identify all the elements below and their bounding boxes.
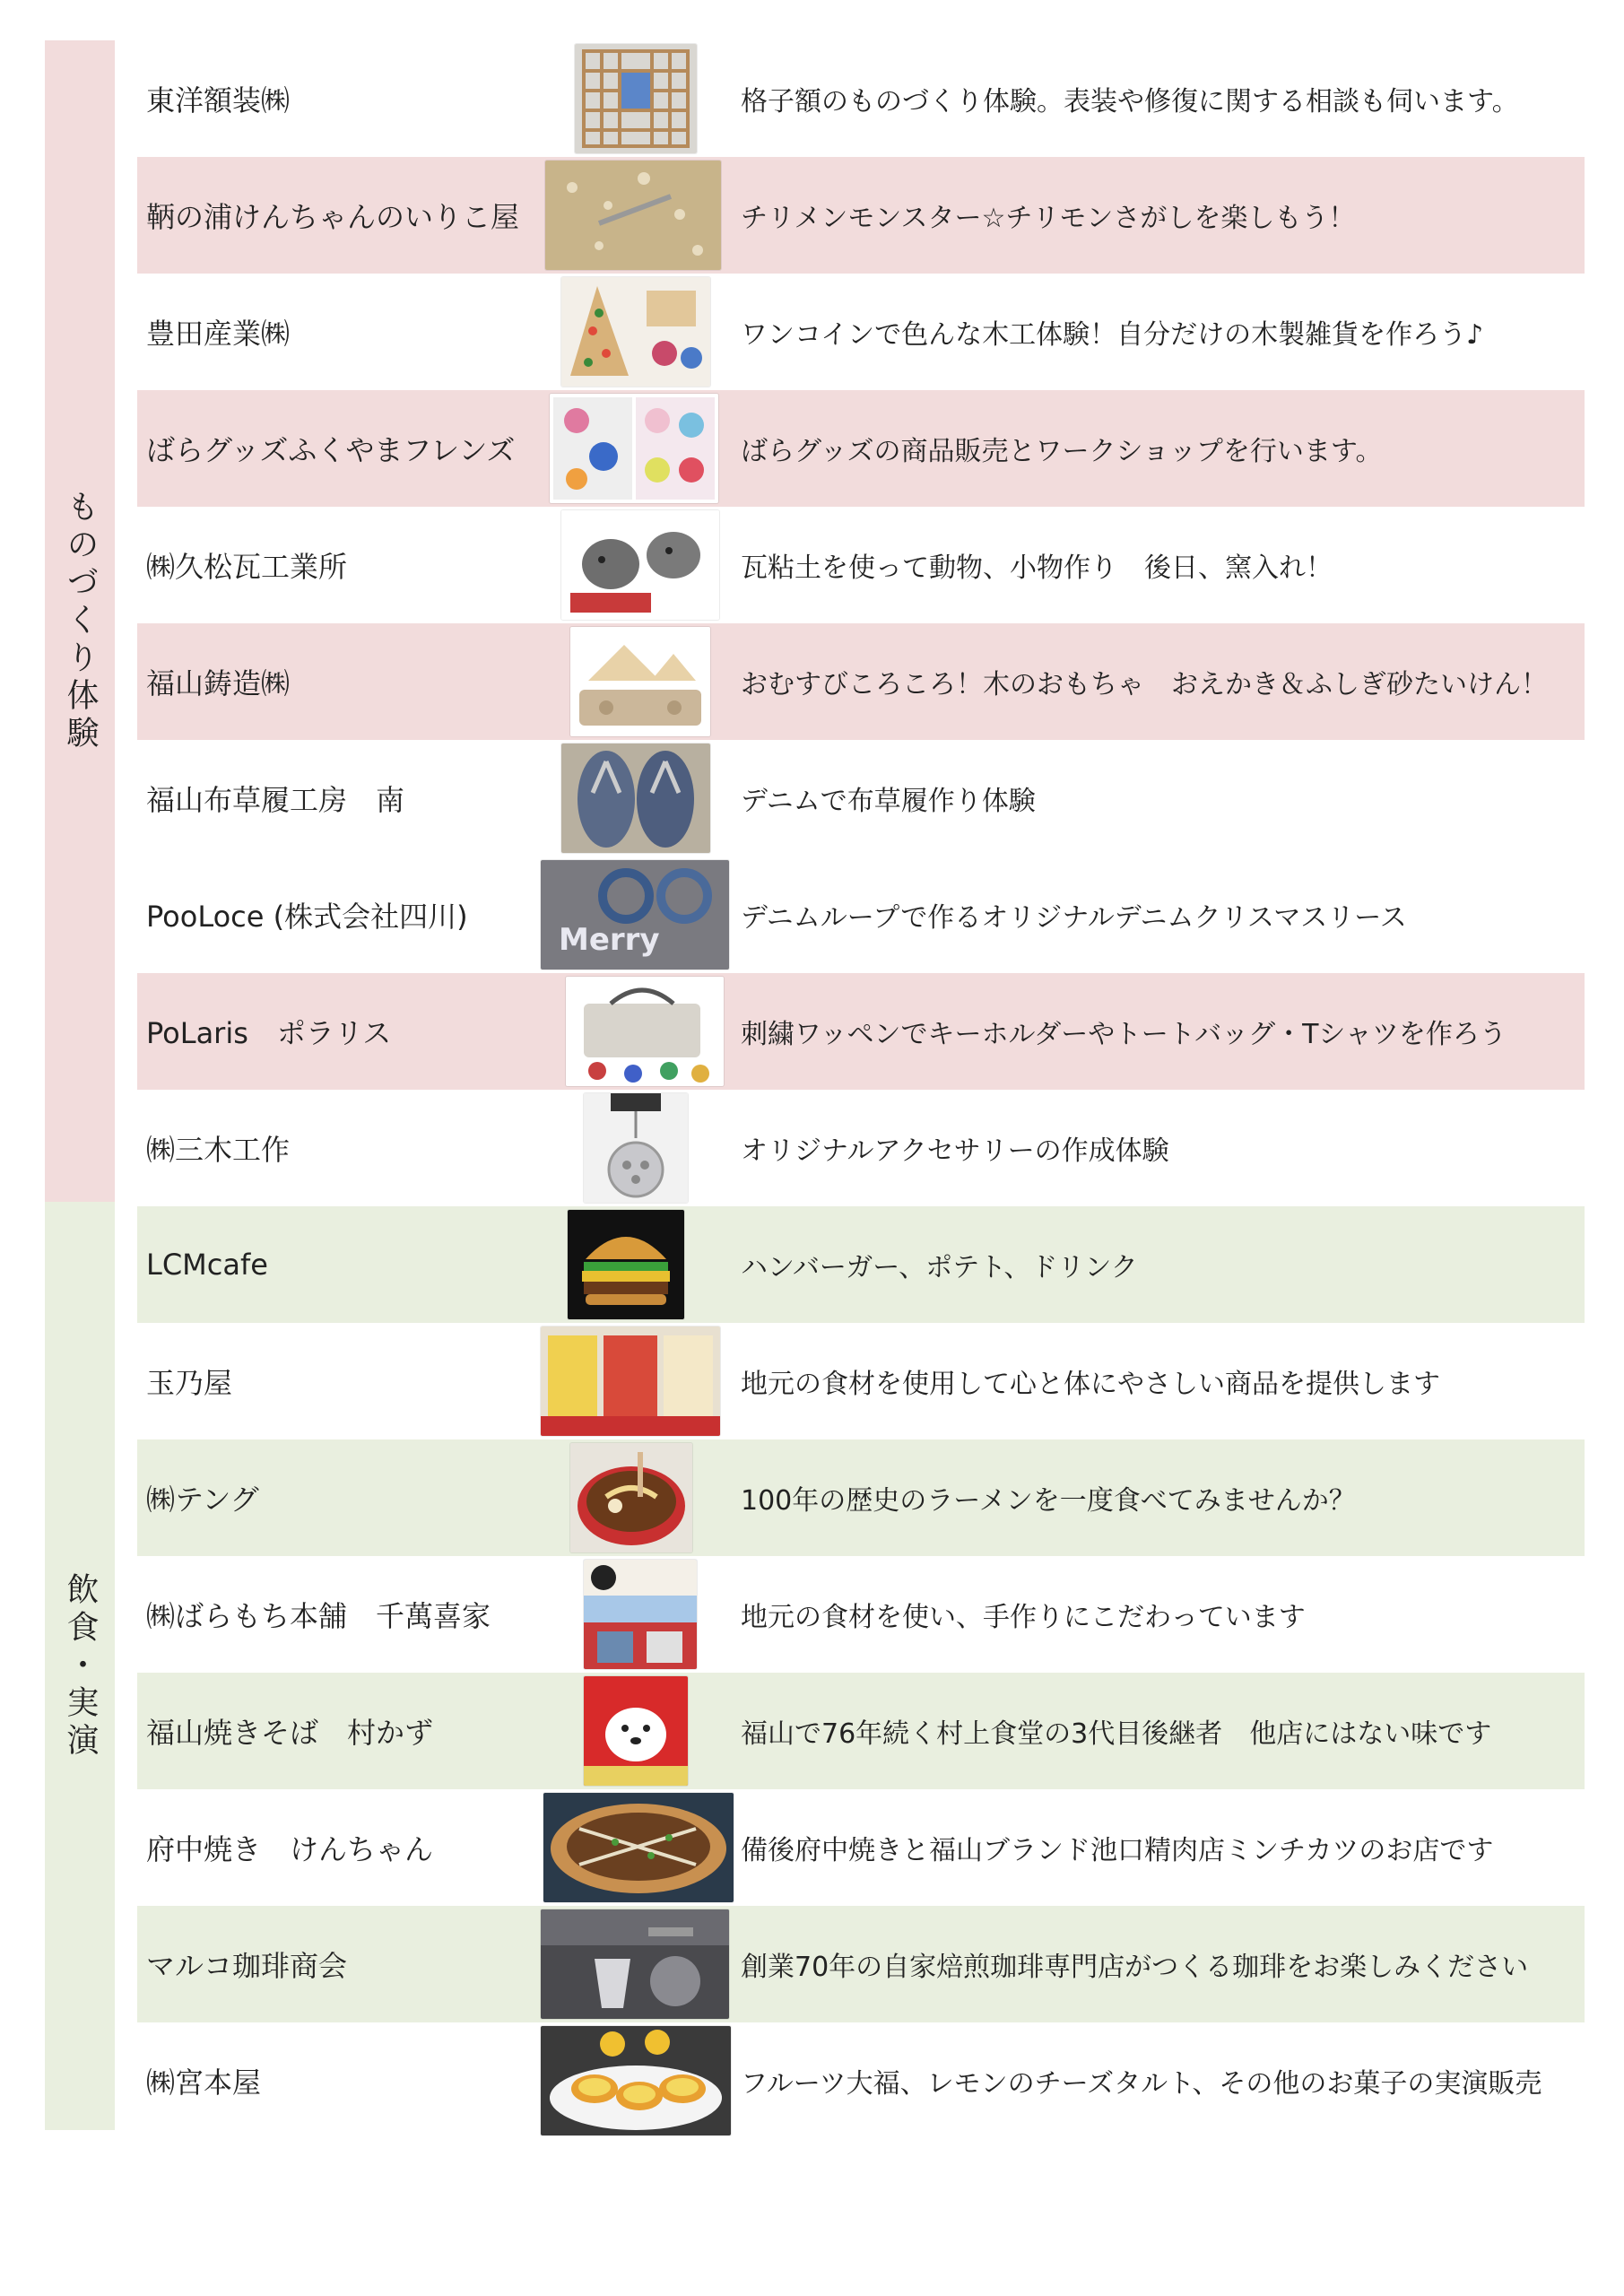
exhibitor-name: ㈱宮本屋 xyxy=(146,2066,262,2100)
exhibitor-row xyxy=(137,1090,1585,1206)
exhibitor-row xyxy=(137,1556,1585,1673)
storefront-icon xyxy=(584,1560,697,1669)
exhibitor-row xyxy=(137,390,1585,507)
exhibitor-row xyxy=(137,1439,1585,1556)
exhibitor-name: ㈱ばらもち本舗 千萬喜家 xyxy=(146,1599,491,1633)
exhibitor-desc: 福山で76年続く村上食堂の3代目後継者 他店にはない味です xyxy=(741,1718,1492,1750)
exhibitor-row xyxy=(137,2022,1585,2139)
svg-text:Merry: Merry xyxy=(559,922,660,958)
woodcraft-icon xyxy=(561,277,710,387)
exhibitor-row xyxy=(137,623,1585,740)
exhibitor-name: 府中焼き けんちゃん xyxy=(146,1832,434,1866)
exhibitor-name: ㈱テング xyxy=(146,1483,259,1517)
exhibitor-name: PooLoce (株式会社四川) xyxy=(146,900,468,934)
exhibitor-row xyxy=(137,973,1585,1090)
clay-animals-icon xyxy=(561,510,719,620)
exhibitor-row xyxy=(137,1789,1585,1906)
exhibitor-name: 玉乃屋 xyxy=(146,1366,233,1400)
exhibitor-row xyxy=(137,507,1585,623)
chirimen-icon xyxy=(545,161,721,270)
exhibitor-name: マルコ珈琲商会 xyxy=(146,1949,348,1983)
burger-icon xyxy=(568,1210,684,1319)
exhibitor-desc: ワンコインで色んな木工体験！自分だけの木製雑貨を作ろう♪ xyxy=(741,319,1484,351)
exhibitor-name: ㈱久松瓦工業所 xyxy=(146,550,348,584)
wreath-icon xyxy=(541,860,729,970)
rose-goods-icon xyxy=(550,394,718,503)
tote-bag-icon xyxy=(566,977,724,1086)
section-label-monozukuri: ものづくり体験 xyxy=(62,489,99,753)
exhibitor-row xyxy=(137,1323,1585,1439)
exhibitor-name: 豊田産業㈱ xyxy=(146,317,291,351)
exhibitor-desc: 創業70年の自家焙煎珈琲専門店がつくる珈琲をお楽しみください xyxy=(741,1952,1529,1983)
exhibitor-row xyxy=(137,157,1585,274)
exhibitor-desc: フルーツ大福、レモンのチーズタルト、その他のお菓子の実演販売 xyxy=(741,2068,1542,2100)
exhibitor-desc: ハンバーガー、ポテト、ドリンク xyxy=(741,1252,1138,1283)
exhibitor-name: 東洋額装㈱ xyxy=(146,83,291,117)
exhibitor-desc: 瓦粘土を使って動物、小物作り 後日、窯入れ！ xyxy=(741,552,1333,584)
exhibitor-name: 福山布草履工房 南 xyxy=(146,783,405,817)
exhibitor-desc: 地元の食材を使用して心と体にやさしい商品を提供します xyxy=(741,1369,1440,1400)
exhibitor-row xyxy=(137,274,1585,390)
exhibitor-desc: 備後府中焼きと福山ブランド池口精肉店ミンチカツのお店です xyxy=(741,1835,1494,1866)
exhibitor-name: PoLaris ポラリス xyxy=(146,1016,392,1050)
exhibitor-desc: デニムで布草履作り体験 xyxy=(741,786,1036,817)
exhibitor-name: LCMcafe xyxy=(146,1248,268,1282)
keychain-icon xyxy=(584,1093,688,1203)
exhibitor-name: 福山鋳造㈱ xyxy=(146,666,291,700)
section-band-monozukuri xyxy=(45,40,115,1202)
exhibitor-name: ばらグッズふくやまフレンズ xyxy=(146,433,516,467)
exhibitor-row xyxy=(137,1906,1585,2022)
yakisoba-icon xyxy=(584,1676,688,1786)
exhibitor-desc: おむすびころころ！木のおもちゃ おえかき＆ふしぎ砂たいけん！ xyxy=(741,669,1548,700)
lattice-frame-icon xyxy=(575,44,697,153)
exhibitor-desc: 地元の食材を使い、手作りにこだわっています xyxy=(741,1602,1306,1633)
denim-sandals-icon xyxy=(561,744,710,853)
exhibitor-desc: ばらグッズの商品販売とワークショップを行います。 xyxy=(741,436,1383,467)
exhibitor-desc: デニムループで作るオリジナルデニムクリスマスリース xyxy=(741,902,1407,934)
exhibitor-name: 福山焼きそば 村かず xyxy=(146,1716,434,1750)
wood-toy-icon xyxy=(570,627,710,736)
exhibitor-row xyxy=(137,857,1585,973)
exhibitor-desc: オリジナルアクセサリーの作成体験 xyxy=(741,1135,1169,1167)
section-label-food: 飲食・実演 xyxy=(62,1571,99,1761)
exhibitor-name: 鞆の浦けんちゃんのいりこ屋 xyxy=(146,200,520,234)
section-band-food xyxy=(45,1202,115,2130)
ramen-icon xyxy=(570,1443,692,1552)
exhibitor-desc: 格子額のものづくり体験。表装や修復に関する相談も伺います。 xyxy=(741,86,1519,117)
exhibitor-desc: 100年の歴史のラーメンを一度食べてみませんか？ xyxy=(741,1485,1356,1517)
exhibitor-desc: チリメンモンスター☆チリモンさがしを楽しもう！ xyxy=(741,203,1356,234)
exhibitor-row xyxy=(137,40,1585,157)
exhibitor-name: ㈱三木工作 xyxy=(146,1133,291,1167)
coffee-icon xyxy=(541,1909,729,2019)
exhibitor-row xyxy=(137,1673,1585,1789)
okonomiyaki-icon xyxy=(543,1793,734,1902)
tart-icon xyxy=(541,2026,731,2135)
shop-sign-icon xyxy=(541,1326,720,1436)
exhibitor-row xyxy=(137,1206,1585,1323)
exhibitor-desc: 刺繍ワッペンでキーホルダーやトートバッグ・Tシャツを作ろう xyxy=(741,1019,1507,1050)
exhibitor-row xyxy=(137,740,1585,857)
